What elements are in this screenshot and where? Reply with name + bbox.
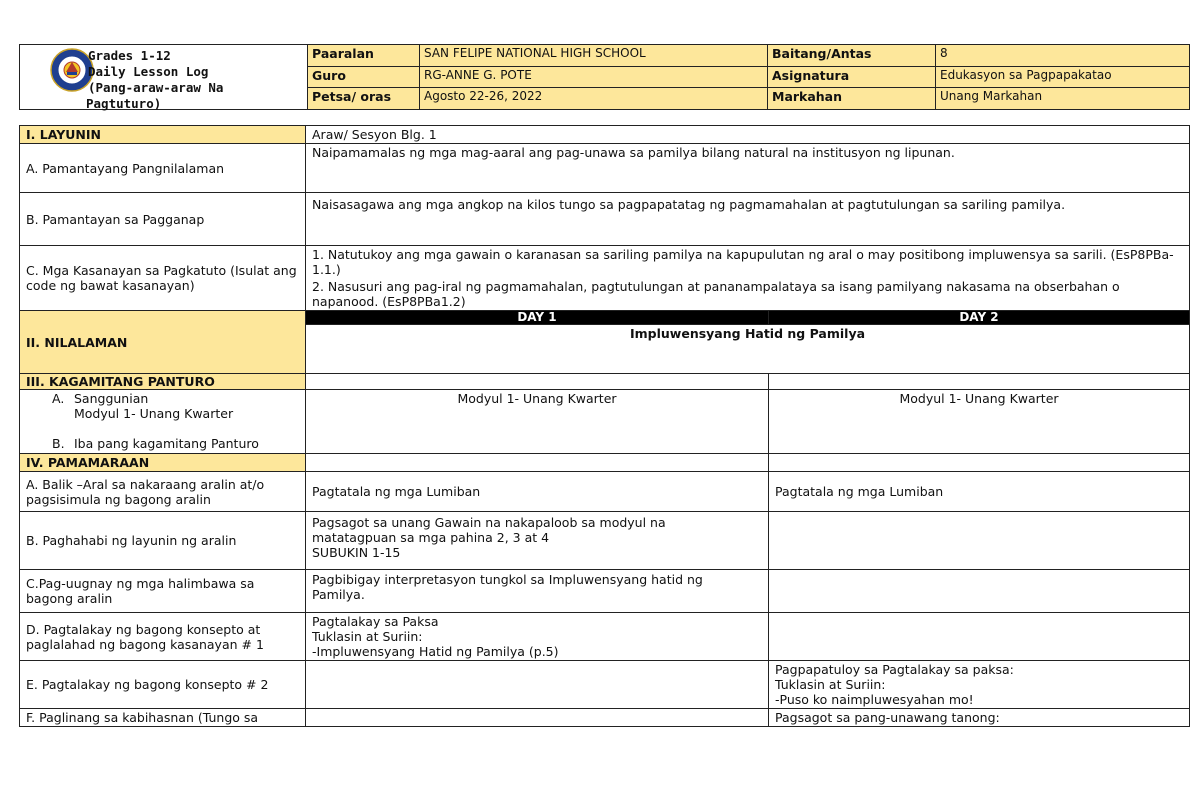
kasanayan-item-2: 2. Nasusuri ang pag-iral ng pagmamahalan, pagtutulungan at pananampalataya sa isang pamilyang nakasama na obserbahan o napanood. (EsP8PBa1.2) xyxy=(312,279,1120,309)
pamamaraan-day1-empty xyxy=(306,454,769,472)
log-subtitle-2: Pagtuturo) xyxy=(86,96,162,111)
layunin-title: I. LAYUNIN xyxy=(20,126,306,144)
pagtalakay-2-label: E. Pagtalakay ng bagong konsepto # 2 xyxy=(20,661,306,709)
sanggunian-cell xyxy=(20,390,306,454)
day-header-row xyxy=(20,311,1190,325)
paghahabi-day1 xyxy=(306,512,769,570)
paghahabi-row xyxy=(20,512,1190,570)
sanggunian-label: Sanggunian xyxy=(74,391,149,406)
petsa-label: Petsa/ oras xyxy=(308,88,420,110)
pamantayang-pangnilalaman-value: Naipamamalas ng mga mag-aaral ang pag-unawa sa pamilya bilang natural na institusyon ng lipunan. xyxy=(306,144,1190,193)
balik-aral-label: A. Balik –Aral sa nakaraang aralin at/o pagsisimula ng bagong aralin xyxy=(20,472,306,512)
baitang-value: 8 xyxy=(936,45,1190,67)
pamamaraan-row xyxy=(20,454,1190,472)
pagtalakay-1-row xyxy=(20,613,1190,661)
guro-label: Guro xyxy=(308,66,420,88)
petsa-value: Agosto 22-26, 2022 xyxy=(420,88,768,110)
paglinang-label: F. Paglinang sa kabihasnan (Tungo sa xyxy=(20,709,306,727)
header-title-block xyxy=(88,48,223,112)
pagtalakay-1-day1 xyxy=(306,613,769,661)
header-logo-cell xyxy=(20,45,308,110)
kasanayan-item-1: 1. Natutukoy ang mga gawain o karanasan sa sariling pamilya na kapupulutan ng aral o may positibong impluwensya sa sarili. (EsP8PBa-1.1.) xyxy=(312,247,1174,277)
header-table xyxy=(19,44,1190,110)
balik-aral-day1: Pagtatala ng mga Lumiban xyxy=(306,472,769,512)
lesson-topic: Impluwensyang Hatid ng Pamilya xyxy=(306,325,1190,374)
paghahabi-label: B. Paghahabi ng layunin ng aralin xyxy=(20,512,306,570)
sanggunian-day2: Modyul 1- Unang Kwarter xyxy=(769,390,1190,454)
pag-uugnay-label: C.Pag-uugnay ng mga halimbawa sa bagong aralin xyxy=(20,570,306,613)
sanggunian-mark: A. xyxy=(52,391,65,406)
asignatura-label: Asignatura xyxy=(768,66,936,88)
pagtalakay-2-line-1: Pagpapatuloy sa Pagtalakay sa paksa: xyxy=(775,662,1014,677)
baitang-label: Baitang/Antas xyxy=(768,45,936,67)
session-number: Araw/ Sesyon Blg. 1 xyxy=(306,126,1190,144)
log-title: Daily Lesson Log xyxy=(88,64,209,79)
pamantayan-pagganap-value: Naisasagawa ang mga angkop na kilos tungo sa pagpapatatag ng pagmamahalan at pagtutulungan sa sariling pamilya. xyxy=(306,193,1190,246)
paghahabi-line-2: matatagpuan sa mga pahina 2, 3 at 4 xyxy=(312,530,550,545)
kagamitan-title: III. KAGAMITANG PANTURO xyxy=(20,374,306,390)
iba-pang-mark: B. xyxy=(52,436,65,451)
kasanayan-row xyxy=(20,246,1190,311)
paaralan-label: Paaralan xyxy=(308,45,420,67)
iba-pang-label: Iba pang kagamitang Panturo xyxy=(74,436,259,451)
sanggunian-row xyxy=(20,390,1190,454)
pagtalakay-2-line-3: -Puso ko naimpluwesyahan mo! xyxy=(775,692,974,707)
pamamaraan-day2-empty xyxy=(769,454,1190,472)
pag-uugnay-day1: Pagbibigay interpretasyon tungkol sa Impluwensyang hatid ng Pamilya. xyxy=(306,570,769,613)
paghahabi-line-1: Pagsagot sa unang Gawain na nakapaloob sa modyul na xyxy=(312,515,666,530)
kagamitan-day1-empty xyxy=(306,374,769,390)
pagtalakay-1-line-1: Pagtalakay sa Paksa xyxy=(312,614,439,629)
sanggunian-day1: Modyul 1- Unang Kwarter xyxy=(306,390,769,454)
pag-uugnay-day2-empty xyxy=(769,570,1190,613)
paghahabi-day2-empty xyxy=(769,512,1190,570)
grades-label: Grades 1-12 xyxy=(88,48,171,63)
nilalaman-title: II. NILALAMAN xyxy=(20,311,306,374)
pamantayang-pangnilalaman-row xyxy=(20,144,1190,193)
day1-header: DAY 1 xyxy=(306,311,769,325)
pagtalakay-1-line-2: Tuklasin at Suriin: xyxy=(312,629,423,644)
pamantayan-pagganap-label: B. Pamantayan sa Pagganap xyxy=(20,193,306,246)
log-subtitle-1: (Pang-araw-araw Na xyxy=(88,80,224,95)
pamamaraan-title: IV. PAMAMARAAN xyxy=(20,454,306,472)
kagamitan-day2-empty xyxy=(769,374,1190,390)
day2-header: DAY 2 xyxy=(769,311,1190,325)
asignatura-value: Edukasyon sa Pagpapakatao xyxy=(936,66,1190,88)
balik-aral-row xyxy=(20,472,1190,512)
kasanayan-value xyxy=(306,246,1190,311)
paglinang-day1-empty xyxy=(306,709,769,727)
sanggunian-sub: Modyul 1- Unang Kwarter xyxy=(74,406,234,421)
pagtalakay-2-day2 xyxy=(769,661,1190,709)
pagtalakay-1-day2-empty xyxy=(769,613,1190,661)
paaralan-value: SAN FELIPE NATIONAL HIGH SCHOOL xyxy=(420,45,768,67)
pagtalakay-2-row xyxy=(20,661,1190,709)
kagamitan-row xyxy=(20,374,1190,390)
markahan-label: Markahan xyxy=(768,88,936,110)
pag-uugnay-row xyxy=(20,570,1190,613)
paglinang-day2: Pagsagot sa pang-unawang tanong: xyxy=(769,709,1190,727)
pamantayan-pagganap-row xyxy=(20,193,1190,246)
lesson-log-table xyxy=(19,125,1190,727)
kasanayan-label: C. Mga Kasanayan sa Pagkatuto (Isulat ang code ng bawat kasanayan) xyxy=(20,246,306,311)
pagtalakay-1-label: D. Pagtalakay ng bagong konsepto at paglalahad ng bagong kasanayan # 1 xyxy=(20,613,306,661)
pagtalakay-2-day1-empty xyxy=(306,661,769,709)
markahan-value: Unang Markahan xyxy=(936,88,1190,110)
paglinang-row xyxy=(20,709,1190,727)
guro-value: RG-ANNE G. POTE xyxy=(420,66,768,88)
pamantayang-pangnilalaman-label: A. Pamantayang Pangnilalaman xyxy=(20,144,306,193)
paghahabi-line-3: SUBUKIN 1-15 xyxy=(312,545,401,560)
layunin-row xyxy=(20,126,1190,144)
pagtalakay-2-line-2: Tuklasin at Suriin: xyxy=(775,677,886,692)
pagtalakay-1-line-3: -Impluwensyang Hatid ng Pamilya (p.5) xyxy=(312,644,559,659)
balik-aral-day2: Pagtatala ng mga Lumiban xyxy=(769,472,1190,512)
